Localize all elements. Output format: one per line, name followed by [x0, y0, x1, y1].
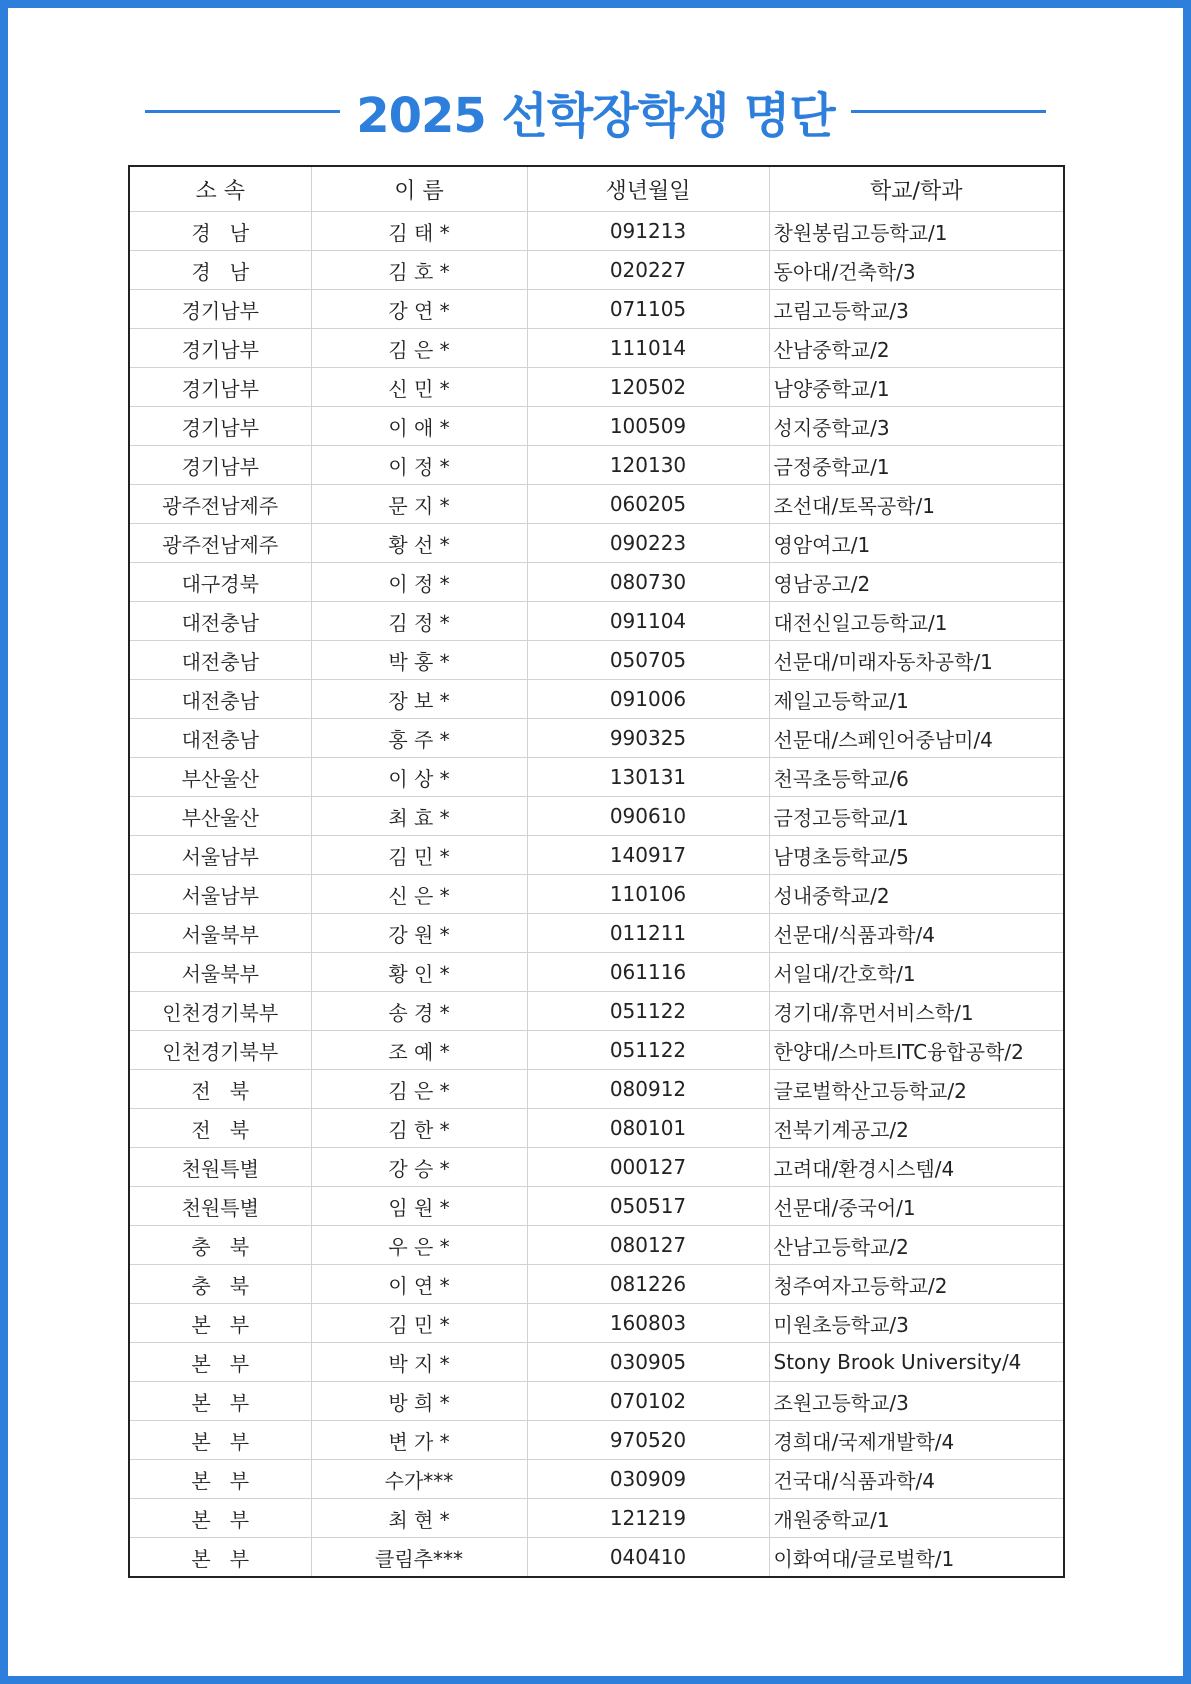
cell-affiliation: 인천경기북부 — [129, 992, 311, 1031]
cell-birthdate: 051122 — [527, 1031, 769, 1070]
table-header — [129, 166, 1064, 212]
cell-birthdate: 090610 — [527, 797, 769, 836]
cell-affiliation: 인천경기북부 — [129, 1031, 311, 1070]
cell-school-major: 선문대/식품과학/4 — [769, 914, 1064, 953]
cell-birthdate: 090223 — [527, 524, 769, 563]
cell-school-major: 글로벌학산고등학교/2 — [769, 1070, 1064, 1109]
cell-name: 문 지 * — [311, 485, 527, 524]
cell-school-major: 산남고등학교/2 — [769, 1226, 1064, 1265]
cell-affiliation: 경 남 — [129, 212, 311, 251]
cell-birthdate: 061116 — [527, 953, 769, 992]
cell-name: 이 정 * — [311, 563, 527, 602]
table-row — [129, 1226, 1064, 1265]
cell-birthdate: 120502 — [527, 368, 769, 407]
cell-affiliation: 본 부 — [129, 1304, 311, 1343]
cell-name: 김 은 * — [311, 1070, 527, 1109]
table-row — [129, 1148, 1064, 1187]
cell-school-major: 산남중학교/2 — [769, 329, 1064, 368]
table-row — [129, 1343, 1064, 1382]
table-row — [129, 875, 1064, 914]
table-row — [129, 1265, 1064, 1304]
cell-affiliation: 충 북 — [129, 1226, 311, 1265]
cell-birthdate: 070102 — [527, 1382, 769, 1421]
cell-name: 김 호 * — [311, 251, 527, 290]
cell-school-major: 고림고등학교/3 — [769, 290, 1064, 329]
cell-school-major: 남명초등학교/5 — [769, 836, 1064, 875]
cell-school-major: 조원고등학교/3 — [769, 1382, 1064, 1421]
cell-name: 박 홍 * — [311, 641, 527, 680]
table-body — [129, 212, 1064, 1578]
cell-affiliation: 경기남부 — [129, 290, 311, 329]
cell-birthdate: 140917 — [527, 836, 769, 875]
cell-affiliation: 서울남부 — [129, 836, 311, 875]
cell-birthdate: 011211 — [527, 914, 769, 953]
table-row — [129, 446, 1064, 485]
cell-birthdate: 121219 — [527, 1499, 769, 1538]
cell-school-major: 금정중학교/1 — [769, 446, 1064, 485]
cell-birthdate: 030909 — [527, 1460, 769, 1499]
cell-affiliation: 경기남부 — [129, 368, 311, 407]
cell-school-major: 선문대/미래자동차공학/1 — [769, 641, 1064, 680]
cell-name: 강 원 * — [311, 914, 527, 953]
cell-name: 수가*** — [311, 1460, 527, 1499]
header-birthdate: 생년월일 — [527, 166, 769, 212]
cell-affiliation: 경기남부 — [129, 446, 311, 485]
header-affiliation: 소 속 — [129, 166, 311, 212]
table-row — [129, 524, 1064, 563]
cell-name: 홍 주 * — [311, 719, 527, 758]
cell-school-major: 건국대/식품과학/4 — [769, 1460, 1064, 1499]
table-row — [129, 758, 1064, 797]
cell-affiliation: 본 부 — [129, 1460, 311, 1499]
cell-name: 강 승 * — [311, 1148, 527, 1187]
cell-birthdate: 050517 — [527, 1187, 769, 1226]
cell-birthdate: 091213 — [527, 212, 769, 251]
cell-name: 신 은 * — [311, 875, 527, 914]
cell-birthdate: 111014 — [527, 329, 769, 368]
cell-school-major: 선문대/중국어/1 — [769, 1187, 1064, 1226]
cell-school-major: 남양중학교/1 — [769, 368, 1064, 407]
cell-affiliation: 서울북부 — [129, 953, 311, 992]
cell-birthdate: 080912 — [527, 1070, 769, 1109]
cell-birthdate: 051122 — [527, 992, 769, 1031]
cell-affiliation: 본 부 — [129, 1343, 311, 1382]
cell-name: 김 은 * — [311, 329, 527, 368]
cell-school-major: 이화여대/글로벌학/1 — [769, 1538, 1064, 1578]
cell-name: 김 민 * — [311, 1304, 527, 1343]
cell-name: 클림추*** — [311, 1538, 527, 1578]
cell-birthdate: 080127 — [527, 1226, 769, 1265]
cell-affiliation: 본 부 — [129, 1499, 311, 1538]
scholar-list-table-wrapper — [128, 165, 1063, 1578]
cell-school-major: 성내중학교/2 — [769, 875, 1064, 914]
cell-affiliation: 경기남부 — [129, 329, 311, 368]
cell-school-major: 전북기계공고/2 — [769, 1109, 1064, 1148]
cell-birthdate: 130131 — [527, 758, 769, 797]
cell-name: 최 효 * — [311, 797, 527, 836]
table-row — [129, 1538, 1064, 1578]
cell-affiliation: 대구경북 — [129, 563, 311, 602]
cell-affiliation: 경 남 — [129, 251, 311, 290]
cell-affiliation: 대전충남 — [129, 719, 311, 758]
header-row — [129, 166, 1064, 212]
cell-birthdate: 091104 — [527, 602, 769, 641]
cell-affiliation: 서울남부 — [129, 875, 311, 914]
cell-affiliation: 광주전남제주 — [129, 485, 311, 524]
cell-affiliation: 천원특별 — [129, 1187, 311, 1226]
cell-birthdate: 040410 — [527, 1538, 769, 1578]
table-row — [129, 680, 1064, 719]
table-row — [129, 602, 1064, 641]
cell-name: 김 태 * — [311, 212, 527, 251]
cell-school-major: 청주여자고등학교/2 — [769, 1265, 1064, 1304]
cell-school-major: 선문대/스페인어중남미/4 — [769, 719, 1064, 758]
cell-name: 장 보 * — [311, 680, 527, 719]
cell-school-major: 대전신일고등학교/1 — [769, 602, 1064, 641]
cell-name: 이 상 * — [311, 758, 527, 797]
table-row — [129, 290, 1064, 329]
table-row — [129, 563, 1064, 602]
cell-name: 김 정 * — [311, 602, 527, 641]
cell-birthdate: 020227 — [527, 251, 769, 290]
table-row — [129, 1421, 1064, 1460]
cell-affiliation: 대전충남 — [129, 602, 311, 641]
cell-school-major: 창원봉림고등학교/1 — [769, 212, 1064, 251]
cell-school-major: 경기대/휴먼서비스학/1 — [769, 992, 1064, 1031]
cell-birthdate: 970520 — [527, 1421, 769, 1460]
table-row — [129, 1499, 1064, 1538]
table-row — [129, 1187, 1064, 1226]
table-row — [129, 212, 1064, 251]
cell-school-major: 경희대/국제개발학/4 — [769, 1421, 1064, 1460]
cell-affiliation: 경기남부 — [129, 407, 311, 446]
table-row — [129, 1460, 1064, 1499]
title-decoration-line-left — [145, 110, 340, 113]
table-row — [129, 914, 1064, 953]
cell-school-major: 영암여고/1 — [769, 524, 1064, 563]
cell-birthdate: 000127 — [527, 1148, 769, 1187]
cell-school-major: 제일고등학교/1 — [769, 680, 1064, 719]
header-school-major: 학교/학과 — [769, 166, 1064, 212]
cell-name: 방 희 * — [311, 1382, 527, 1421]
cell-school-major: Stony Brook University/4 — [769, 1343, 1064, 1382]
cell-affiliation: 대전충남 — [129, 641, 311, 680]
table-row — [129, 329, 1064, 368]
cell-name: 임 원 * — [311, 1187, 527, 1226]
cell-affiliation: 전 북 — [129, 1109, 311, 1148]
cell-name: 강 연 * — [311, 290, 527, 329]
cell-affiliation: 광주전남제주 — [129, 524, 311, 563]
cell-school-major: 서일대/간호학/1 — [769, 953, 1064, 992]
cell-name: 우 은 * — [311, 1226, 527, 1265]
table-row — [129, 836, 1064, 875]
table-row — [129, 407, 1064, 446]
cell-name: 김 한 * — [311, 1109, 527, 1148]
table-row — [129, 485, 1064, 524]
cell-affiliation: 본 부 — [129, 1421, 311, 1460]
cell-birthdate: 050705 — [527, 641, 769, 680]
table-row — [129, 1304, 1064, 1343]
cell-name: 이 연 * — [311, 1265, 527, 1304]
cell-school-major: 동아대/건축학/3 — [769, 251, 1064, 290]
table-row — [129, 641, 1064, 680]
cell-affiliation: 부산울산 — [129, 758, 311, 797]
cell-school-major: 고려대/환경시스템/4 — [769, 1148, 1064, 1187]
table-row — [129, 953, 1064, 992]
table-row — [129, 251, 1064, 290]
cell-birthdate: 081226 — [527, 1265, 769, 1304]
cell-birthdate: 030905 — [527, 1343, 769, 1382]
cell-school-major: 성지중학교/3 — [769, 407, 1064, 446]
table-row — [129, 992, 1064, 1031]
cell-birthdate: 071105 — [527, 290, 769, 329]
title-row — [8, 76, 1183, 146]
cell-affiliation: 본 부 — [129, 1382, 311, 1421]
cell-name: 변 가 * — [311, 1421, 527, 1460]
cell-name: 조 예 * — [311, 1031, 527, 1070]
cell-school-major: 한양대/스마트ITC융합공학/2 — [769, 1031, 1064, 1070]
cell-birthdate: 100509 — [527, 407, 769, 446]
cell-affiliation: 부산울산 — [129, 797, 311, 836]
cell-name: 황 인 * — [311, 953, 527, 992]
cell-name: 최 현 * — [311, 1499, 527, 1538]
cell-school-major: 천곡초등학교/6 — [769, 758, 1064, 797]
cell-birthdate: 160803 — [527, 1304, 769, 1343]
cell-birthdate: 110106 — [527, 875, 769, 914]
cell-name: 송 경 * — [311, 992, 527, 1031]
cell-school-major: 금정고등학교/1 — [769, 797, 1064, 836]
cell-birthdate: 080101 — [527, 1109, 769, 1148]
table-row — [129, 1382, 1064, 1421]
cell-affiliation: 전 북 — [129, 1070, 311, 1109]
scholar-list-table — [128, 165, 1065, 1578]
table-row — [129, 1109, 1064, 1148]
cell-name: 김 민 * — [311, 836, 527, 875]
cell-birthdate: 060205 — [527, 485, 769, 524]
cell-school-major: 미원초등학교/3 — [769, 1304, 1064, 1343]
table-row — [129, 1070, 1064, 1109]
cell-school-major: 영남공고/2 — [769, 563, 1064, 602]
cell-name: 황 선 * — [311, 524, 527, 563]
cell-affiliation: 서울북부 — [129, 914, 311, 953]
cell-name: 이 정 * — [311, 446, 527, 485]
cell-birthdate: 091006 — [527, 680, 769, 719]
cell-name: 신 민 * — [311, 368, 527, 407]
cell-birthdate: 990325 — [527, 719, 769, 758]
title-decoration-line-right — [851, 110, 1046, 113]
table-row — [129, 368, 1064, 407]
cell-affiliation: 대전충남 — [129, 680, 311, 719]
table-row — [129, 1031, 1064, 1070]
cell-school-major: 개원중학교/1 — [769, 1499, 1064, 1538]
cell-school-major: 조선대/토목공학/1 — [769, 485, 1064, 524]
cell-birthdate: 080730 — [527, 563, 769, 602]
cell-affiliation: 본 부 — [129, 1538, 311, 1578]
cell-affiliation: 충 북 — [129, 1265, 311, 1304]
page-title: 2025 선학장학생 명단 — [356, 87, 835, 144]
cell-birthdate: 120130 — [527, 446, 769, 485]
header-name: 이 름 — [311, 166, 527, 212]
cell-name: 박 지 * — [311, 1343, 527, 1382]
cell-name: 이 애 * — [311, 407, 527, 446]
table-row — [129, 719, 1064, 758]
table-row — [129, 797, 1064, 836]
cell-affiliation: 천원특별 — [129, 1148, 311, 1187]
